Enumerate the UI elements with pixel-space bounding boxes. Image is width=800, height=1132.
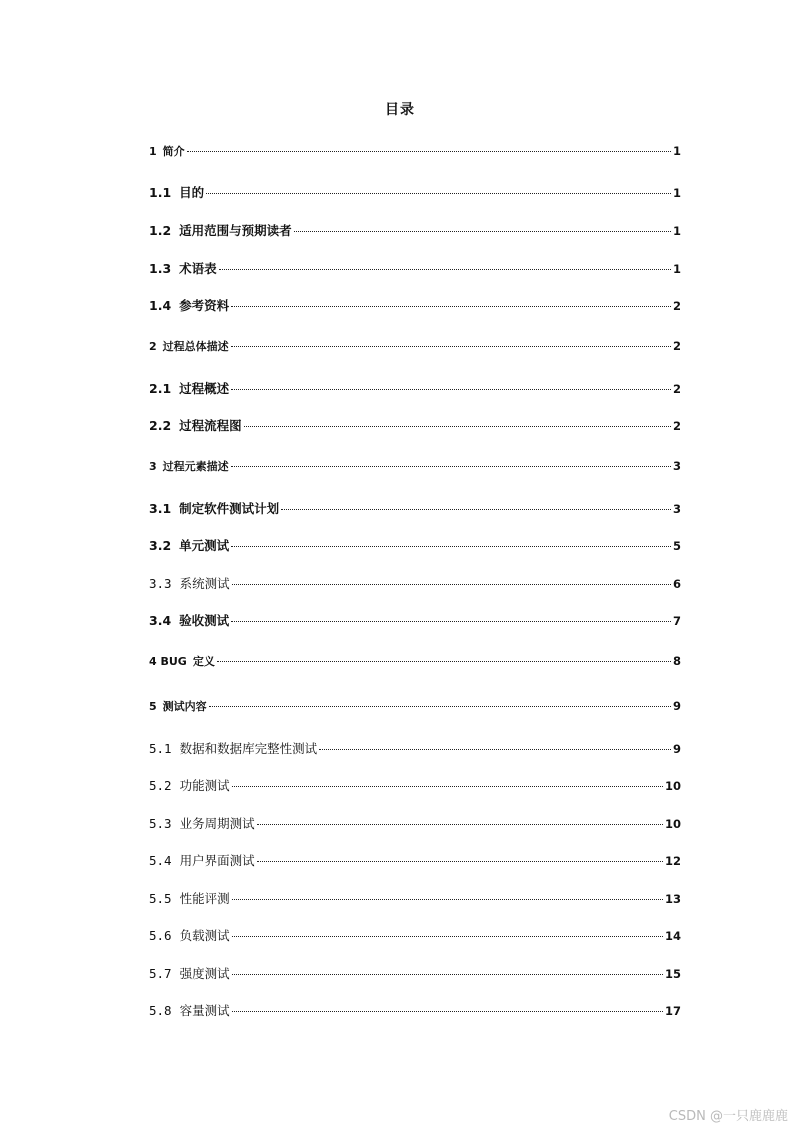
toc-entry-page: 8	[672, 654, 681, 668]
dot-leader	[231, 545, 671, 547]
toc-entry-number: 5.5	[149, 891, 172, 906]
toc-entry-title: 过程总体描述	[162, 340, 229, 353]
dot-leader	[281, 508, 671, 510]
toc-entry[interactable]	[149, 1001, 681, 1019]
toc-entry-page: 1	[672, 224, 681, 238]
toc-entry-title: 参考资料	[179, 298, 230, 313]
toc-entry-title: 功能测试	[179, 778, 230, 793]
toc-entry[interactable]	[149, 739, 681, 757]
toc-entry-number: 1.1	[149, 185, 172, 200]
toc-entry-title: 性能评测	[179, 891, 230, 906]
dot-leader	[232, 1010, 663, 1012]
toc-entry-title: 过程概述	[179, 381, 230, 396]
toc-entry-page: 1	[672, 186, 681, 200]
toc-entry-number: 5.2	[149, 778, 172, 793]
dot-leader	[257, 860, 663, 862]
toc-entry-page: 10	[664, 779, 681, 793]
toc-entry-title: 强度测试	[179, 966, 230, 981]
dot-leader	[232, 785, 663, 787]
toc-entry-number: 1.3	[149, 261, 172, 276]
dot-leader	[231, 388, 671, 390]
dot-leader	[206, 192, 671, 194]
toc-entry-number: 2.1	[149, 381, 172, 396]
toc-entry-page: 12	[664, 854, 681, 868]
toc-entry-page: 2	[672, 299, 681, 313]
toc-entry-number: 1.2	[149, 223, 172, 238]
toc-title: 目录	[385, 102, 415, 118]
toc-entry-title: 简介	[162, 145, 185, 158]
csdn-watermark: CSDN @一只鹿鹿鹿	[668, 1109, 788, 1124]
toc-entry-page: 7	[672, 614, 681, 628]
toc-entry[interactable]	[149, 889, 681, 907]
dot-leader	[232, 935, 663, 937]
toc-entry-title: 过程流程图	[179, 418, 242, 433]
dot-leader	[231, 620, 671, 622]
toc-entry-page: 10	[664, 817, 681, 831]
toc-entry-number: 2	[149, 340, 157, 353]
toc-entry-title: 负载测试	[179, 928, 230, 943]
toc-entry-number: 3.4	[149, 613, 172, 628]
toc-entry-number: 1	[149, 145, 157, 158]
toc-entry-title: 用户界面测试	[179, 853, 255, 868]
toc-entry[interactable]	[149, 221, 681, 239]
toc-entry-page: 13	[664, 892, 681, 906]
toc-entry-page: 15	[664, 967, 681, 981]
dot-leader	[231, 465, 671, 467]
toc-entry-title: 容量测试	[179, 1003, 230, 1018]
toc-entry-number: 5.8	[149, 1003, 172, 1018]
toc-entry-number: 3.3	[149, 576, 172, 591]
toc-entry-number: 5.4	[149, 853, 172, 868]
toc-entry-number: 4 BUG	[149, 655, 187, 668]
toc-entry-title: 业务周期测试	[179, 816, 255, 831]
dot-leader	[209, 705, 671, 707]
toc-entry-title: 术语表	[179, 261, 217, 276]
toc-entry-page: 2	[672, 339, 681, 353]
toc-entry-page: 9	[672, 742, 681, 756]
toc-entry[interactable]	[149, 296, 681, 314]
toc-entry-page: 3	[672, 459, 681, 473]
dot-leader	[257, 823, 663, 825]
toc-entry-number: 1.4	[149, 298, 172, 313]
dot-leader	[231, 305, 671, 307]
toc-entry-page: 6	[672, 577, 681, 591]
toc-entry-title: 适用范围与预期读者	[179, 223, 292, 238]
dot-leader	[294, 230, 671, 232]
toc-entry-number: 3	[149, 460, 157, 473]
dot-leader	[187, 150, 671, 152]
toc-entry-page: 2	[672, 419, 681, 433]
toc-entry-title: 验收测试	[179, 613, 230, 628]
dot-leader	[232, 583, 671, 585]
toc-entry-page: 5	[672, 539, 681, 553]
toc-entry-page: 2	[672, 382, 681, 396]
toc-entry-title: 数据和数据库完整性测试	[179, 741, 318, 756]
toc-entry[interactable]	[149, 536, 681, 554]
toc-entry[interactable]	[149, 964, 681, 982]
dot-leader	[232, 898, 663, 900]
toc-entry-page: 9	[672, 699, 681, 713]
toc-entry[interactable]	[149, 259, 681, 277]
toc-entry-title: 单元测试	[179, 538, 230, 553]
dot-leader	[319, 748, 671, 750]
toc-entry[interactable]	[149, 926, 681, 944]
toc-entry-number: 5.1	[149, 741, 172, 756]
toc-entry-number: 5	[149, 700, 157, 713]
toc-entry[interactable]	[149, 776, 681, 794]
toc-entry[interactable]	[149, 574, 681, 592]
toc-entry[interactable]	[149, 653, 681, 671]
toc-entry-page: 1	[672, 262, 681, 276]
toc-entry-title: 定义	[192, 655, 215, 668]
toc-entry[interactable]	[149, 143, 681, 161]
toc-entry-page: 14	[664, 929, 681, 943]
toc-entry-title: 制定软件测试计划	[179, 501, 280, 516]
toc-entry-title: 目的	[179, 185, 205, 200]
dot-leader	[217, 660, 671, 662]
toc-entry-number: 3.2	[149, 538, 172, 553]
toc-entry[interactable]	[149, 499, 681, 517]
toc-entry[interactable]	[149, 611, 681, 629]
toc-entry[interactable]	[149, 814, 681, 832]
toc-entry-title: 测试内容	[162, 700, 207, 713]
toc-entry-title: 过程元素描述	[162, 460, 229, 473]
toc-entry[interactable]	[149, 698, 681, 716]
toc-entry-number: 3.1	[149, 501, 172, 516]
toc-entry[interactable]	[149, 851, 681, 869]
dot-leader	[219, 268, 671, 270]
toc-entry-number: 5.7	[149, 966, 172, 981]
dot-leader	[231, 345, 671, 347]
toc-entry-title: 系统测试	[179, 576, 230, 591]
toc-entry-page: 3	[672, 502, 681, 516]
toc-entry-number: 5.6	[149, 928, 172, 943]
toc-entry-page: 1	[672, 144, 681, 158]
toc-entry-number: 5.3	[149, 816, 172, 831]
toc-entry[interactable]	[149, 416, 681, 434]
dot-leader	[232, 973, 663, 975]
toc-entry[interactable]	[149, 379, 681, 397]
toc-entry-page: 17	[664, 1004, 681, 1018]
toc-entry[interactable]	[149, 183, 681, 201]
toc-entry[interactable]	[149, 338, 681, 356]
toc-entry[interactable]	[149, 458, 681, 476]
dot-leader	[244, 425, 671, 427]
toc-entry-number: 2.2	[149, 418, 172, 433]
